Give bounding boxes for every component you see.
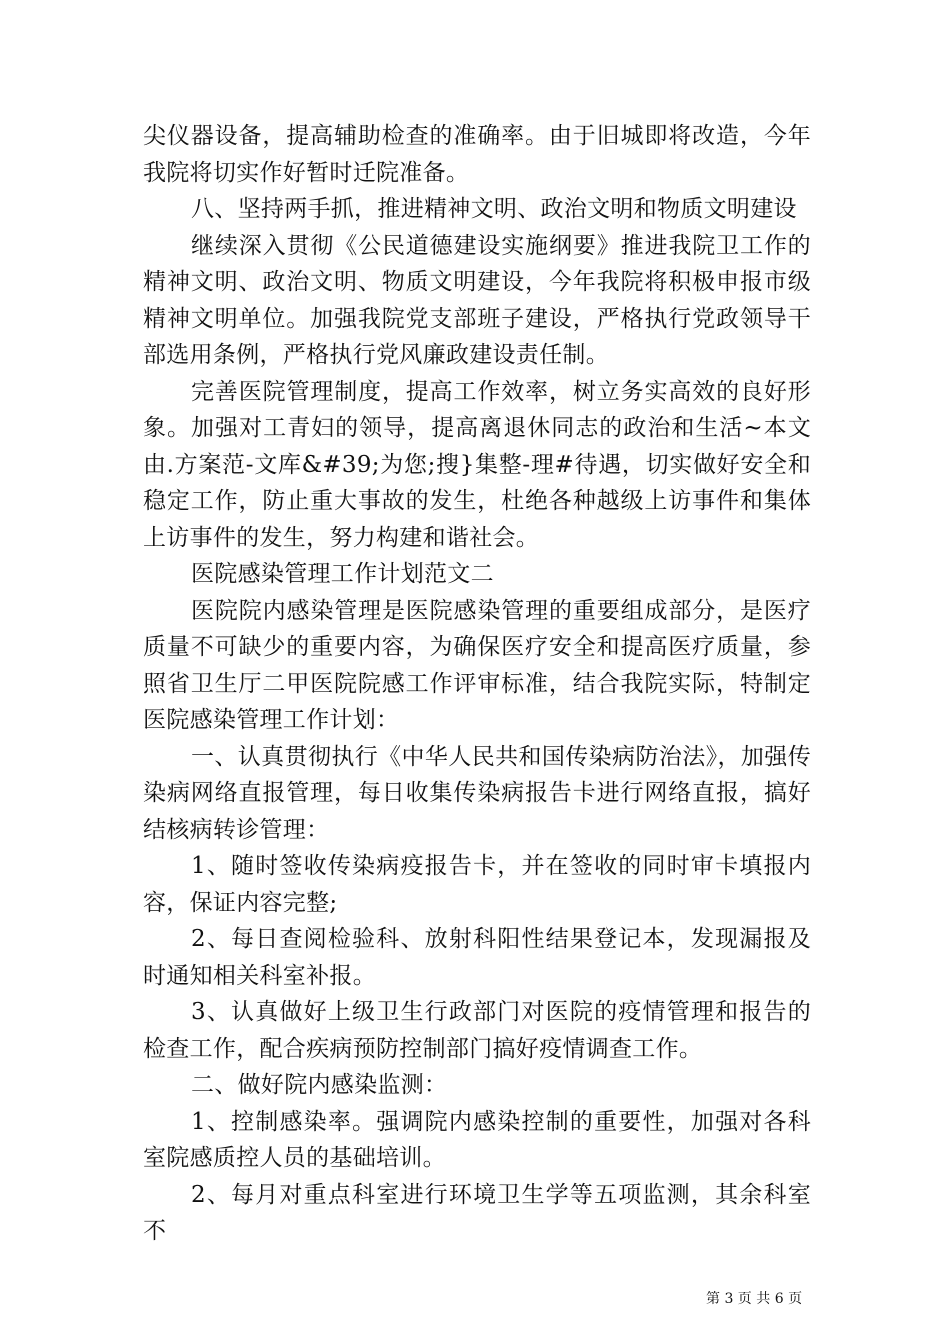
list-item: 2、每月对重点科室进行环境卫生学等五项监测，其余科室不 bbox=[143, 1181, 811, 1244]
section-heading: 八、坚持两手抓，推进精神文明、政治文明和物质文明建设 bbox=[191, 196, 797, 222]
section-heading: 二、做好院内感染监测： bbox=[191, 1072, 448, 1098]
paragraph: 医院院内感染管理是医院感染管理的重要组成部分，是医疗质量不可缺少的重要内容，为确保医疗安全和提高医疗质量，参照省卫生厅二甲医院院感工作评审标准，结合我院实际，特制定医院感染管理工作计划： bbox=[143, 597, 811, 733]
paragraph: 继续深入贯彻《公民道德建设实施纲要》推进我院卫工作的精神文明、政治文明、物质文明建设，今年我院将积极申报市级精神文明单位。加强我院党支部班子建设，严格执行党政领导干部选用条例，严格执行党风廉政建设责任制。 bbox=[143, 232, 811, 368]
article-title: 医院感染管理工作计划范文二 bbox=[191, 561, 494, 587]
list-item: 1、控制感染率。强调院内感染控制的重要性，加强对各科室院感质控人员的基础培训。 bbox=[143, 1108, 811, 1171]
list-item: 1、随时签收传染病疫报告卡，并在签收的同时审卡填报内容，保证内容完整; bbox=[143, 853, 811, 916]
paragraph: 完善医院管理制度，提高工作效率，树立务实高效的良好形象。加强对工青妇的领导，提高离退休同志的政治和生活~本文由.方案范-文库&#39;为您;搜}集整-理#待遇，切实做好安全和稳定工作，防止重大事故的发生，杜绝各种越级上访事件和集体上访事件的发生，努力构建和谐社会。 bbox=[143, 378, 811, 551]
document-body bbox=[143, 118, 811, 1250]
list-item: 2、每日查阅检验科、放射科阳性结果登记本，发现漏报及时通知相关科室补报。 bbox=[143, 926, 811, 989]
page-number: 第 3 页 共 6 页 bbox=[706, 1291, 803, 1307]
section-heading: 一、认真贯彻执行《中华人民共和国传染病防治法》，加强传染病网络直报管理，每日收集传染病报告卡进行网络直报，搞好结核病转诊管理： bbox=[143, 743, 811, 843]
paragraph: 尖仪器设备，提高辅助检查的准确率。由于旧城即将改造，今年我院将切实作好暂时迁院准备。 bbox=[143, 123, 811, 186]
list-item: 3、认真做好上级卫生行政部门对医院的疫情管理和报告的检查工作，配合疾病预防控制部门搞好疫情调查工作。 bbox=[143, 999, 811, 1062]
